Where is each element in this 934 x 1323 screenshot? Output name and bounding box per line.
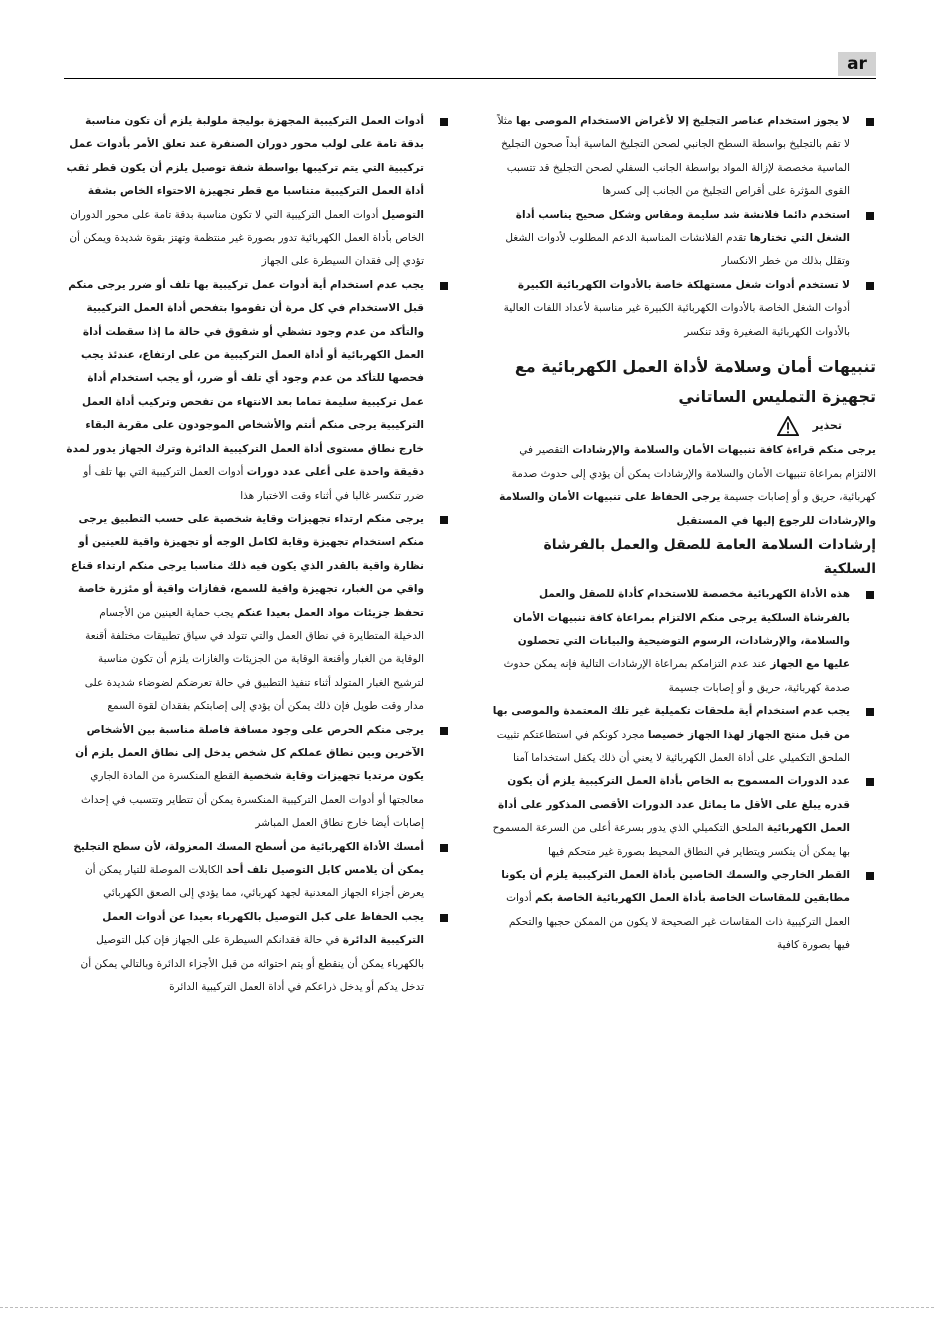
left-column: [66, 110, 450, 1250]
item-bold-text: هذه الأداة الكهربائية مخصصة للاستخدام كأداة للصقل والعمل بالفرشاة السلكية يرجى منكم الالتزام بمراعاة كافة تنبيهات الأمان والسلامة، والإرشادات، الرسوم التوضيحية والبيانات التي تحصلون عليها مع الجهاز: [513, 588, 850, 671]
item-text: مثلاً لا تقم بالتجليخ بواسطة السطح الجانبي لصحن التجليخ الماسية أبداً صحون التجليخ الماسية مخصصة لإزالة المواد بواسطة الجانب السفلي لصحن التجليخ قد تتسبب القوى المؤثرة على أقراص التجليخ من الجانب إلى كسرها: [497, 115, 850, 198]
item-text: أدوات العمل التركيبية التي لا تكون مناسبة بدقة تامة على محور الدوران الخاص بأداة العمل الكهربائية تدور بصورة غير منتظمة وتهتز بقوة شديدة ويمكن أن تؤدي إلى فقدان السيطرة على الجهاز: [69, 208, 424, 268]
warning-bold-text-2: يرجى الحفاظ على تنبيهات الأمان والسلامة والإرشادات للرجوع إليها في المستقبل: [499, 491, 876, 527]
list-item: [492, 110, 876, 204]
item-bold-text: لا تستخدم أدوات شغل مستهلكة خاصة بالأدوات الكهربائية الكبيرة: [517, 278, 850, 291]
list-item: [492, 204, 876, 274]
bullet-square-icon: [440, 516, 448, 524]
list-item: [66, 508, 450, 719]
page-bottom-border: [0, 1307, 934, 1308]
right-column: [492, 110, 876, 1250]
list-item: [66, 110, 450, 274]
item-text: يجب حماية العينين من الأجسام الدخيلة المتطايرة في نطاق العمل والتي تتولد في سياق تطبيقات مختلفة أقنعة الوقاية من الغبار وأقنعة الوقاية من الجزيئات والغازات يلزم أن تكون مناسبة لترشيح الغبار المتولد أثناء تنفيذ التطبيق في حالة تعرضكم لضوضاء شديدة على مدار وقت طويل فإن ذلك يمكن أن يؤدي إلى إصابتكم بفقدان لقوة السمع: [84, 606, 424, 713]
item-text: الملحق التكميلي الذي يدور بسرعة أعلى من السرعة المسموح بها يمكن أن ينكسر ويتطاير في النطاق المحيط بصورة غير متحكم فيها: [492, 822, 850, 858]
list-item: [66, 906, 450, 1000]
bullet-square-icon: [440, 727, 448, 735]
bullet-square-icon: [440, 118, 448, 126]
item-text: أدوات الشغل الخاصة بالأدوات الكهربائية الكبيرة غير مناسبة لأعداد اللفات العالية بالأدوات الكهربائية الصغيرة وقد تنكسر: [503, 302, 850, 338]
warning-text: التقصير في الالتزام بمراعاة تنبيهات الأمان والسلامة والإرشادات يمكن أن يؤدي إلى حدوث صدمة كهربائية، حريق و أو إصابات جسيمة: [511, 444, 876, 504]
header-divider: [64, 78, 876, 79]
item-text: عند عدم التزامكم بمراعاة الإرشادات التالية فإنه يمكن حدوث صدمة كهربائية، حريق و أو إصابات جسيمة: [503, 658, 850, 694]
bullet-square-icon: [866, 591, 874, 599]
item-bold-text: عدد الدورات المسموح به الخاص بأداة العمل التركيبية يلزم أن يكون قدره يبلغ على الأقل ما يماثل عدد الدورات الأقصى المذكور على أداة العمل الكهربائية: [498, 775, 850, 835]
bullet-square-icon: [440, 844, 448, 852]
bullet-square-icon: [866, 872, 874, 880]
item-bold-text: يرجى منكم ارتداء تجهيزات وقاية شخصية على حسب التطبيق يرجى منكم استخدام تجهيزة وقاية لكامل الوجه أو تجهيزة واقية للعينين أو نظارة واقية بالقدر الذي يكون فيه ذلك مناسبا يرجى منكم ارتداء قناع واقي من الغبار، تجهيزة واقية للسمع، قفازات واقية أو مئزرة خاصة تحفظ جزيئات مواد العمل بعيدا عنكم: [70, 512, 424, 619]
item-bold-text: يجب الحفاظ على كبل التوصيل بالكهرباء بعيدا عن أدوات العمل التركيبية الدائرة: [102, 910, 424, 947]
list-item: [66, 719, 450, 836]
item-bold-text: لا يجوز استخدام عناصر التجليخ إلا لأغراض الاستخدام الموصى بها: [516, 115, 850, 127]
language-code-badge: ar: [838, 52, 876, 76]
item-bold-text: يرجى منكم الحرص على وجود مسافة فاصلة مناسبة بين الأشخاص الآخرين وبين نطاق عملكم كل شخص يدخل إلى نطاق العمل يلزم أن يكون مرتديا تجهيزات وقاية شخصية: [75, 723, 424, 783]
item-bold-text: استخدم دائما فلانشة شد سليمة ومقاس وشكل صحيح يناسب أداة الشغل التي تختارها: [515, 208, 850, 245]
bullet-square-icon: [866, 778, 874, 786]
warning-label: تحذير: [812, 419, 842, 433]
item-text: الكابلات الموصلة للتيار يمكن أن يعرض أجزاء الجهاز المعدنية لجهد كهربائي، مما يؤدي إلى الصعق الكهربائي: [84, 864, 424, 900]
item-text: تقدم الفلانشات المناسبة الدعم المطلوب لأدوات الشغل وتقلل بذلك من خطر الانكسار: [505, 232, 850, 268]
warning-triangle-icon: [777, 416, 799, 436]
warning-paragraph: [492, 439, 876, 533]
item-text: في حالة فقدانكم السيطرة على الجهاز فإن كبل التوصيل بالكهرباء يمكن أن ينقطع أو يتم احتوائه من قبل الأجزاء الدائرة وبالتالي يمكن أن تدخل يدكم أو يدخل ذراعكم في أداة العمل التركيبية الدائرة: [80, 934, 424, 994]
item-bold-text: أدوات العمل التركيبية المجهزة بوليجة ملولبة يلزم أن تكون مناسبة بدقة تامة على لولب محور دوران الصنفرة عند تعلق الأمر بأدوات عمل تركيبية التي يتم تركيبها بواسطة شفة توصيل يلزم أن يكون قطر ثقب أداة العمل التركيبية متناسبا مع قطر تجهيزة الاحتواء الخاص بشفة التوصيل: [66, 115, 424, 221]
bullet-square-icon: [866, 708, 874, 716]
warning-bold-text: يرجى منكم قراءة كافة تنبيهات الأمان والسلامة والإرشادات: [572, 444, 876, 457]
bullet-square-icon: [440, 282, 448, 290]
item-text: مجرد كونكم في استطاعتكم تثبيت الملحق التكميلي على أداة العمل الكهربائية لا يعني أن ذلك يكفل استخداما آمنا: [496, 728, 850, 764]
list-item: [66, 274, 450, 508]
bullet-square-icon: [440, 914, 448, 922]
list-item: [492, 700, 876, 770]
section-title: تنبيهات أمان وسلامة لأداة العمل الكهربائية مع تجهيزة التمليس الساتاني: [514, 357, 876, 407]
list-item: [492, 864, 876, 958]
item-text: أدوات العمل التركيبية ذات المقاسات غير الصحيحة لا يكون من الممكن حجبها والتحكم فيها بصورة كافية: [506, 892, 850, 952]
bullet-square-icon: [866, 282, 874, 290]
item-bold-text: أمسك الأداة الكهربائية من أسطح المسك المعزولة، لأن سطح التجليخ يمكن أن يلامس كابل التوصيل تلف أحد: [73, 840, 424, 876]
item-bold-text: يجب عدم استخدام أية ملحقات تكميلية غير تلك المعتمدة والموصى بها من قبل منتج الجهاز لهذا الجهاز خصيصا: [492, 705, 850, 741]
list-item: [492, 770, 876, 864]
item-text: أدوات العمل التركيبية التي بها تلف أو ضرر تنكسر غالبا في أثناء وقت الاختبار هذا: [83, 466, 424, 502]
bullet-square-icon: [866, 212, 874, 220]
subsection-title: إرشادات السلامة العامة للصقل والعمل بالفرشاة السلكية: [543, 537, 876, 578]
list-item: [66, 836, 450, 906]
list-item: [492, 583, 876, 700]
warning-row: [492, 414, 876, 437]
bullet-square-icon: [866, 118, 874, 126]
item-bold-text: يجب عدم استخدام أية أدوات عمل تركيبية بها تلف أو ضرر يرجى منكم قبل الاستخدام في كل مرة أن تقوموا بتفحص أداة العمل التركيبية والتأكد من عدم وجود تشظي أو شقوق في حالة ما إذا سقطت أداة العمل الكهربائية أو أداة العمل التركيبية من على ارتفاع، عندئذ يجب فحصها للتأكد من عدم وجود أي تلف أو ضرر، أو يجب استخدام أداة عمل تركيبية سليمة تماما بعد الانتهاء من تفحص وتركيب أداة العمل التركيبية يرجى منكم أنتم والأشخاص الموجودون على مقربة البقاء خارج نطاق مستوى أداة العمل التركيبية الدائرة وترك الجهاز يدور لمدة دقيقة واحدة على أعلى عدد دورات: [66, 278, 424, 479]
item-bold-text: القطر الخارجي والسمك الخاصين بأداة العمل التركيبية يلزم أن يكونا مطابقين للمقاسات الخاصة بأداة العمل الكهربائية الخاصة بكم: [501, 868, 850, 905]
list-item: [492, 274, 876, 344]
item-text: القطع المنكسرة من المادة الجاري معالجتها أو أدوات العمل التركيبية المنكسرة يمكن أن تتطاير وتتسبب في إحداث إصابات أيضا خارج نطاق العمل المباشر: [80, 770, 424, 830]
